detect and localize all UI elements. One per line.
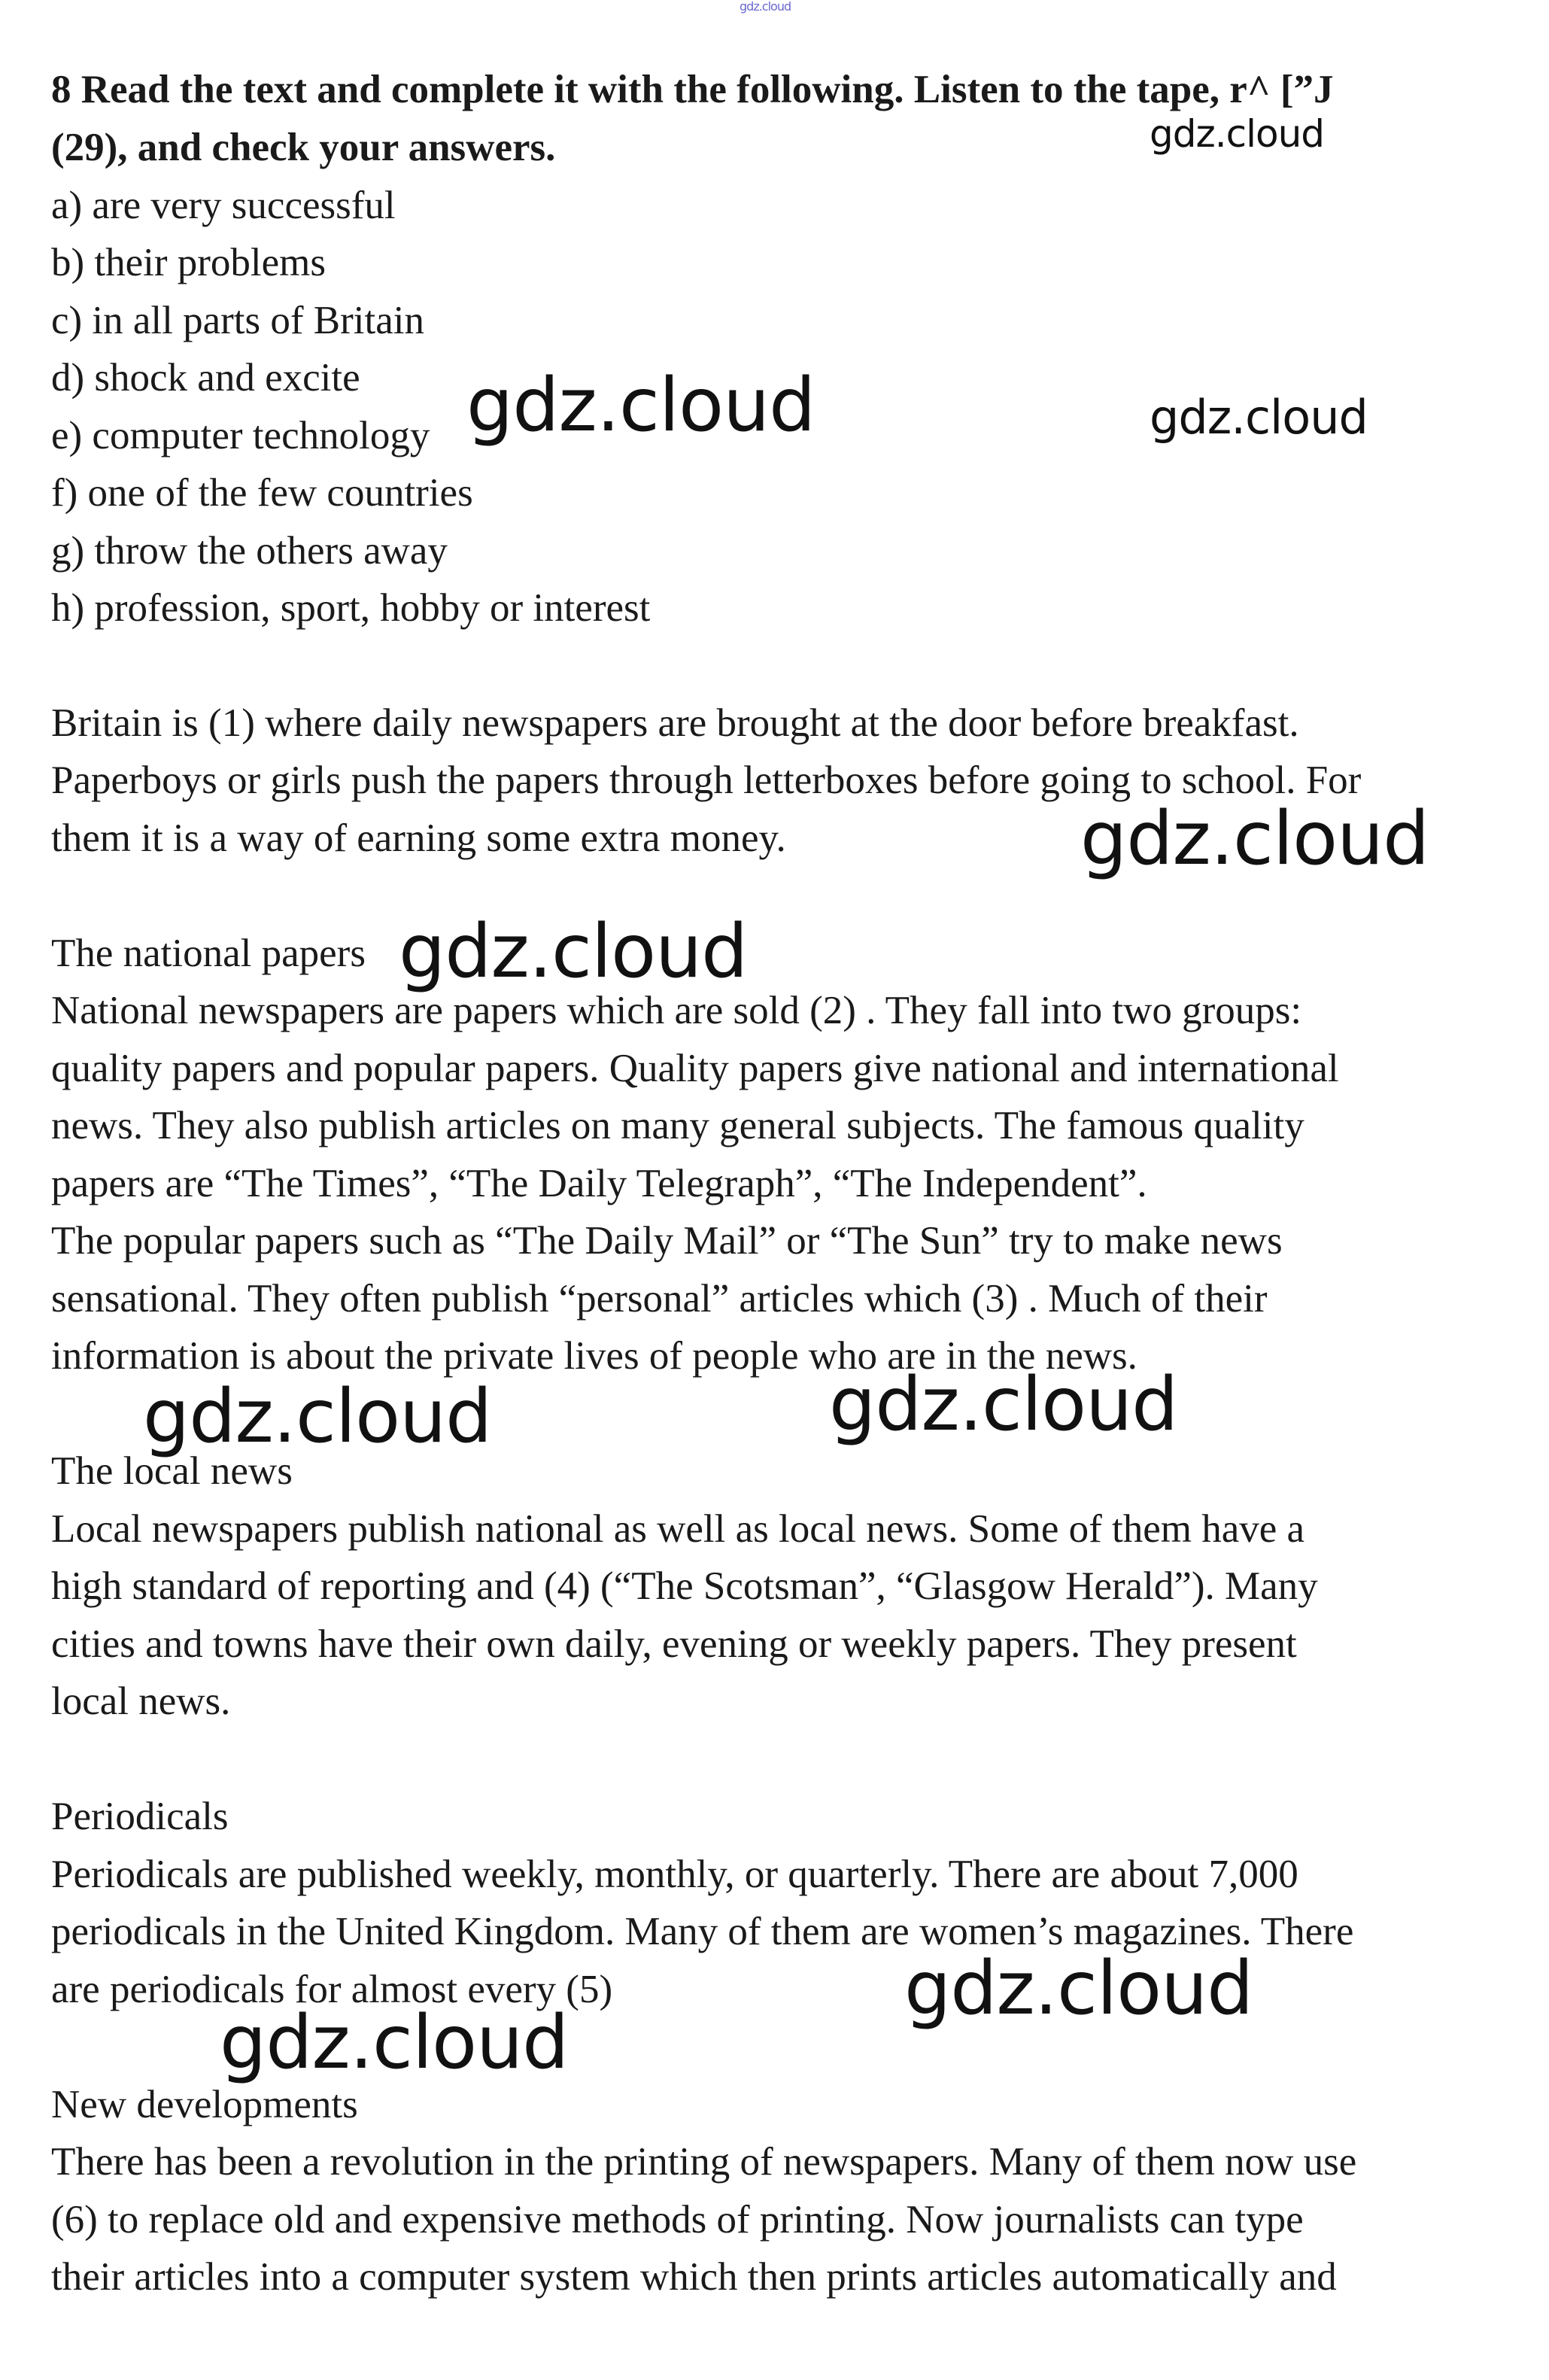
watermark: gdz.cloud bbox=[466, 363, 816, 448]
local-line-2: high standard of reporting and (4) (“The Scotsman”, “Glasgow Herald”). Many bbox=[51, 1564, 1318, 1608]
national-line-5: The popular papers such as “The Daily Mail” or “The Sun” try to make news bbox=[51, 1219, 1283, 1263]
intro-line-1: Britain is (1) where daily newspapers are brought at the door before breakfast. bbox=[51, 701, 1299, 745]
watermark: gdz.cloud bbox=[829, 1362, 1178, 1448]
option-f: f) one of the few countries bbox=[51, 471, 473, 515]
periodicals-line-3: are periodicals for almost every (5) bbox=[51, 1968, 613, 2011]
watermark: gdz.cloud bbox=[1150, 112, 1325, 156]
national-line-3: news. They also publish articles on many general subjects. The famous quality bbox=[51, 1104, 1305, 1147]
developments-line-1: There has been a revolution in the printing of newspapers. Many of them now use bbox=[51, 2140, 1357, 2184]
national-heading: The national papers bbox=[51, 932, 366, 975]
national-line-7: information is about the private lives of people who are in the news. bbox=[51, 1334, 1137, 1378]
periodicals-line-1: Periodicals are published weekly, monthly, or quarterly. There are about 7,000 bbox=[51, 1853, 1298, 1896]
watermark: gdz.cloud bbox=[1150, 390, 1368, 445]
watermark: gdz.cloud bbox=[1080, 796, 1429, 882]
periodicals-line-2: periodicals in the United Kingdom. Many of them are women’s magazines. There bbox=[51, 1910, 1354, 1953]
national-line-2: quality papers and popular papers. Quality papers give national and international bbox=[51, 1047, 1339, 1090]
option-e: e) computer technology bbox=[51, 414, 430, 457]
header-watermark: gdz.cloud bbox=[740, 0, 791, 14]
local-heading: The local news bbox=[51, 1449, 293, 1493]
option-h: h) profession, sport, hobby or interest bbox=[51, 586, 651, 630]
developments-line-2: (6) to replace old and expensive methods of printing. Now journalists can type bbox=[51, 2198, 1304, 2242]
intro-line-2: Paperboys or girls push the papers through letterboxes before going to school. For bbox=[51, 758, 1362, 802]
task-title-line-1: 8 Read the text and complete it with the following. Listen to the tape, r^ [”J bbox=[51, 68, 1334, 111]
task-title-line-2: (29), and check your answers. bbox=[51, 126, 556, 169]
local-line-4: local news. bbox=[51, 1679, 231, 1723]
national-line-1: National newspapers are papers which are sold (2) . They fall into two groups: bbox=[51, 989, 1302, 1032]
developments-heading: New developments bbox=[51, 2083, 358, 2126]
national-line-4: papers are “The Times”, “The Daily Telegraph”, “The Independent”. bbox=[51, 1162, 1147, 1205]
option-a: a) are very successful bbox=[51, 184, 396, 227]
watermark: gdz.cloud bbox=[399, 909, 748, 995]
national-line-6: sensational. They often publish “personal” articles which (3) . Much of their bbox=[51, 1277, 1268, 1321]
option-b: b) their problems bbox=[51, 241, 327, 284]
intro-line-3: them it is a way of earning some extra money. bbox=[51, 816, 786, 860]
watermark: gdz.cloud bbox=[220, 2000, 569, 2086]
periodicals-heading: Periodicals bbox=[51, 1795, 229, 1838]
local-line-1: Local newspapers publish national as well as local news. Some of them have a bbox=[51, 1507, 1305, 1551]
option-c: c) in all parts of Britain bbox=[51, 299, 424, 342]
developments-line-3: their articles into a computer system which then prints articles automatically and bbox=[51, 2255, 1337, 2299]
option-d: d) shock and excite bbox=[51, 356, 360, 400]
watermark: gdz.cloud bbox=[143, 1374, 492, 1460]
local-line-3: cities and towns have their own daily, evening or weekly papers. They present bbox=[51, 1622, 1297, 1666]
watermark: gdz.cloud bbox=[904, 1946, 1253, 2032]
option-g: g) throw the others away bbox=[51, 529, 448, 573]
